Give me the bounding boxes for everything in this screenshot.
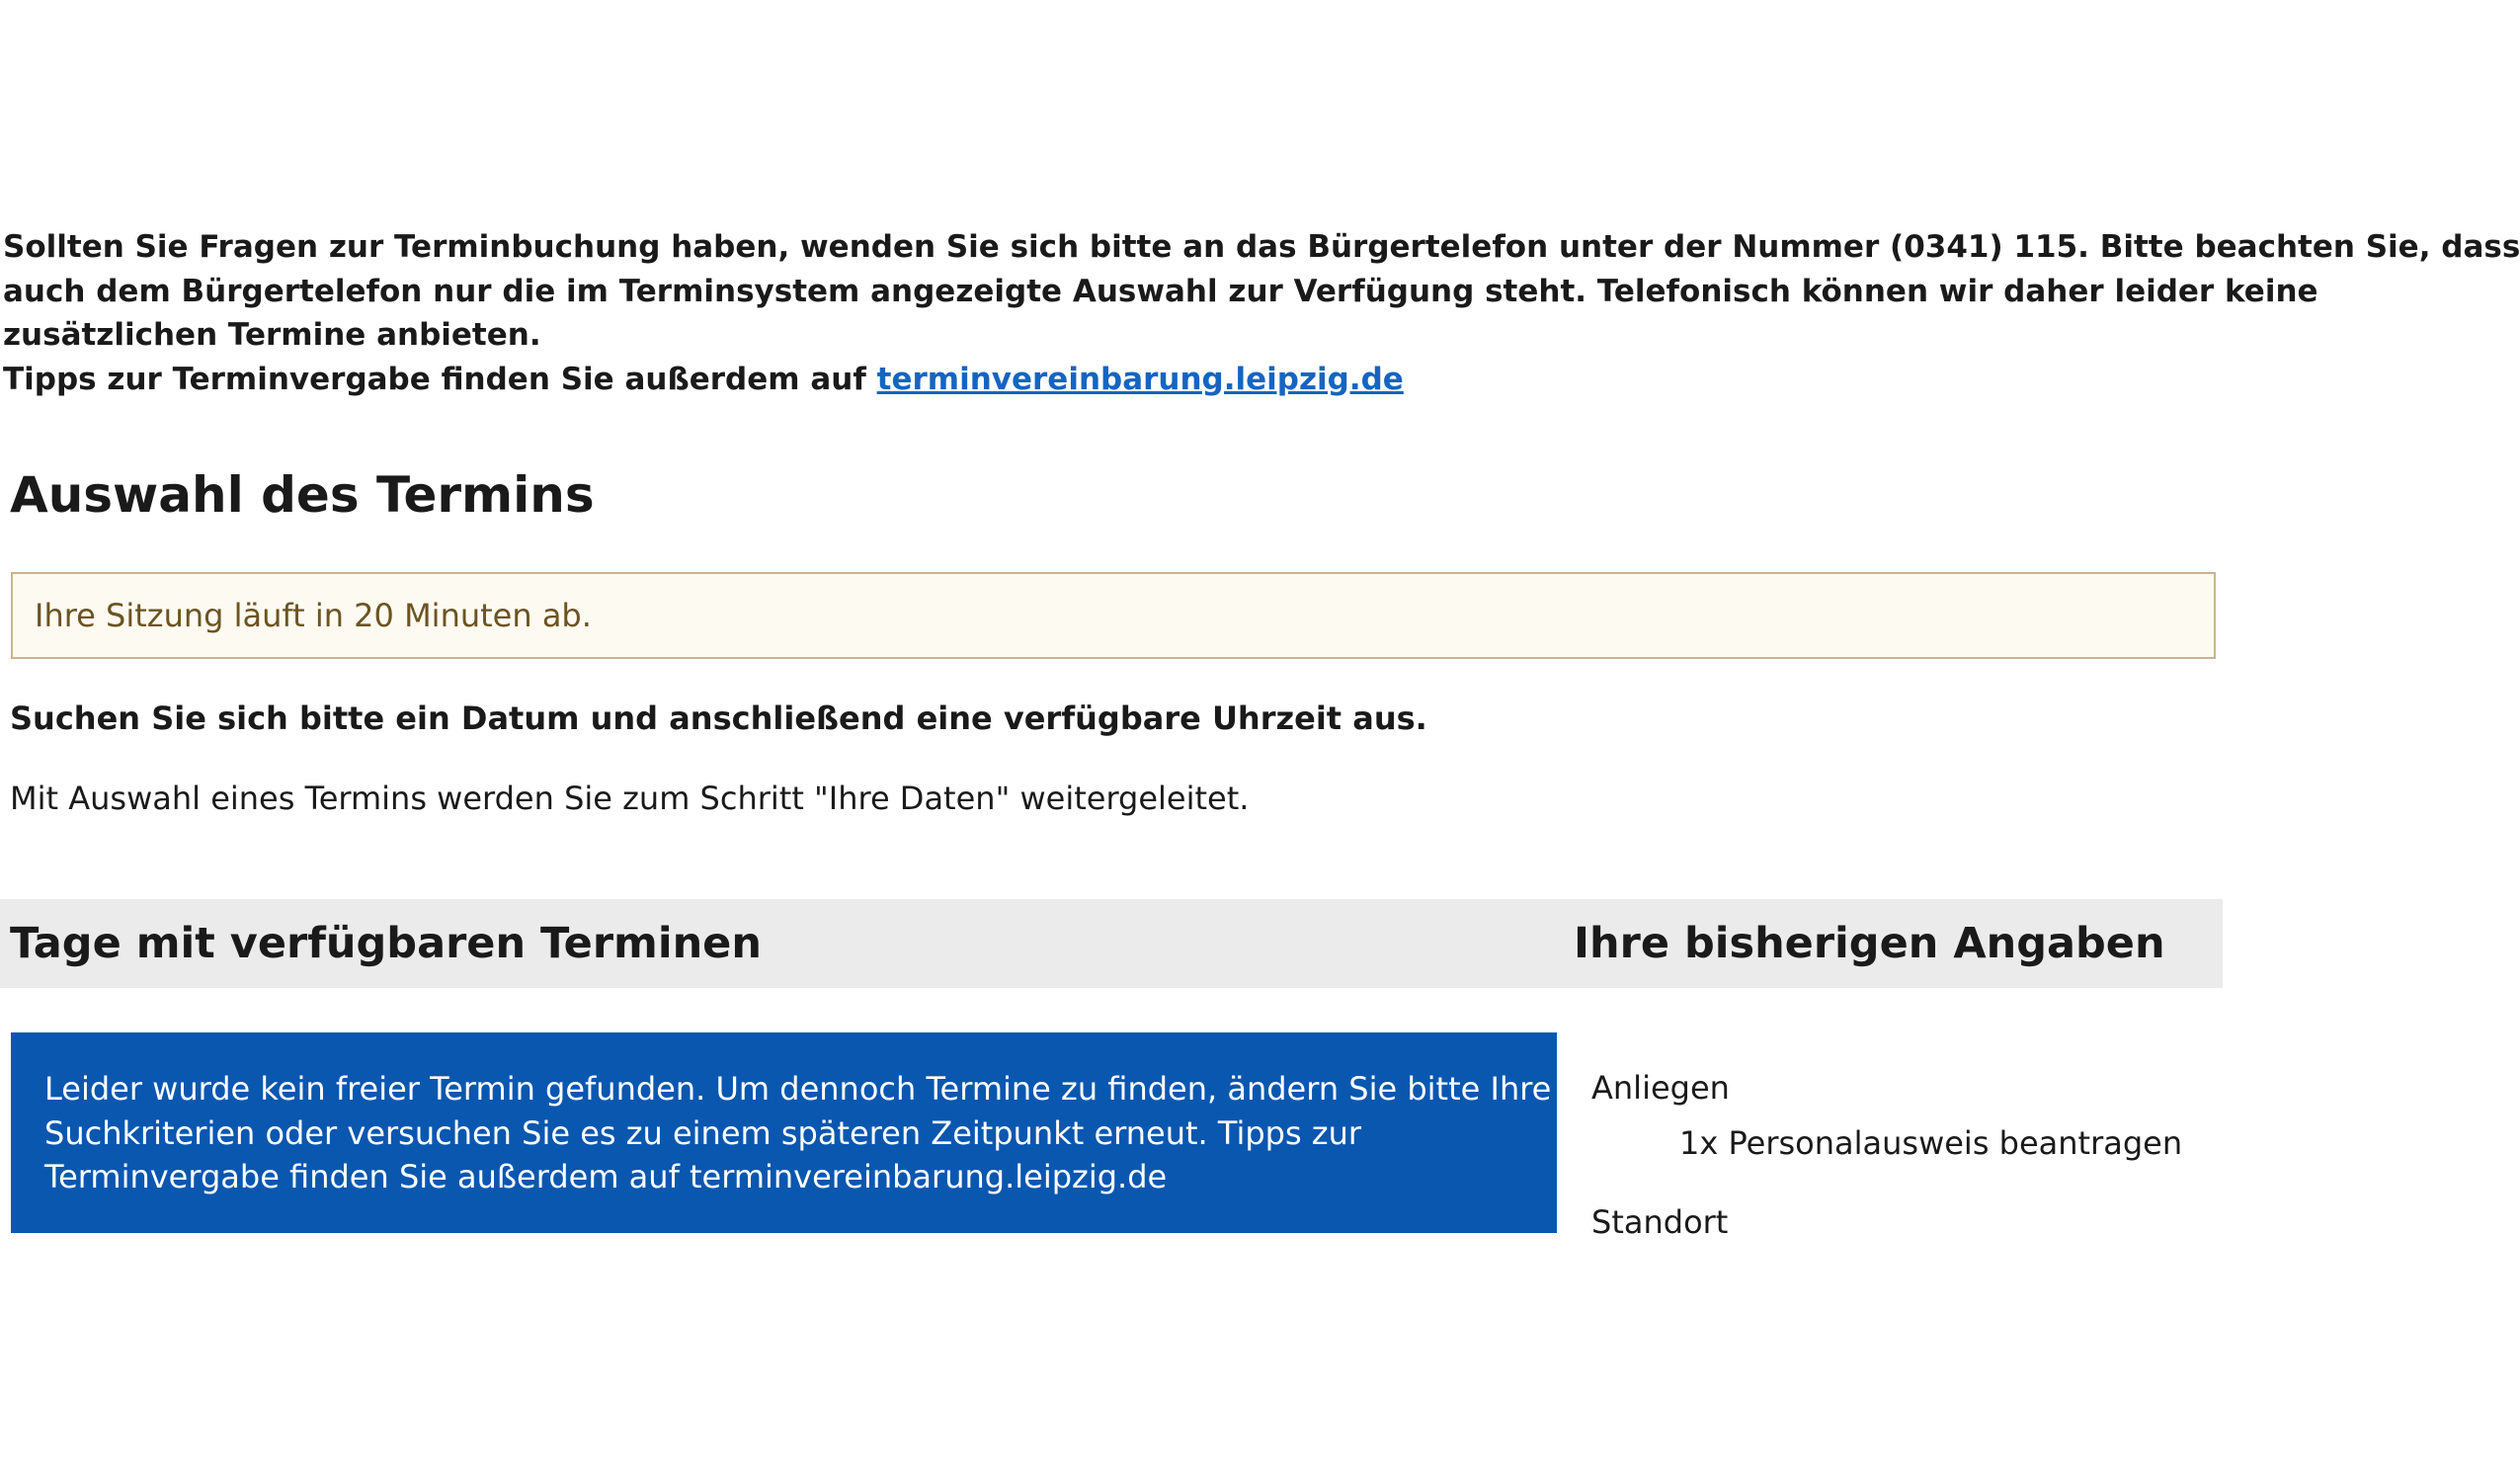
intro-line-4 <box>3 358 2275 402</box>
redirect-hint: Mit Auswahl eines Termins werden Sie zum Schritt "Ihre Daten" weitergeleitet. <box>10 780 1250 817</box>
intro-line-2: auch dem Bürgertelefon nur die im Terminsystem angezeigte Auswahl zur Verfügung steht. Telefonisch können wir daher leider keine <box>3 273 2318 309</box>
no-slot-line-2: Suchkriterien oder versuchen Sie es zu einem späteren Zeitpunkt erneut. Tipps zur <box>44 1113 1362 1152</box>
previous-inputs-title: Ihre bisherigen Angaben <box>1574 919 2165 968</box>
date-selection-instruction: Suchen Sie sich bitte ein Datum und anschließend eine verfügbare Uhrzeit aus. <box>10 700 1427 737</box>
intro-tips-text: Tipps zur Terminvergabe finden Sie außerdem auf <box>3 361 877 397</box>
intro-line-3: zusätzlichen Termine anbieten. <box>3 317 541 353</box>
page-title: Auswahl des Termins <box>10 466 595 524</box>
terminvereinbarung-link[interactable]: terminvereinbarung.leipzig.de <box>876 361 1404 397</box>
no-slot-line-3: Terminvergabe finden Sie außerdem auf terminvereinbarung.leipzig.de <box>44 1158 1168 1195</box>
available-days-title: Tage mit verfügbaren Terminen <box>10 919 762 968</box>
section-header-bar <box>0 899 2223 988</box>
intro-text <box>3 225 2520 401</box>
session-timeout-alert: Ihre Sitzung läuft in 20 Minuten ab. <box>11 572 2216 659</box>
no-appointment-info-box <box>11 1032 1557 1233</box>
anliegen-value: 1x Personalausweis beantragen <box>1679 1124 2183 1162</box>
anliegen-label: Anliegen <box>1591 1069 1730 1107</box>
no-slot-line-1: Leider wurde kein freier Termin gefunden. Um dennoch Termine zu finden, ändern Sie bitte Ihre <box>44 1070 1552 1108</box>
standort-label: Standort <box>1591 1203 1729 1241</box>
intro-line-1: Sollten Sie Fragen zur Terminbuchung haben, wenden Sie sich bitte an das Bürgertelefon unter der Nummer (0341) 115. Bitte beachten Sie, dass <box>3 229 2520 265</box>
